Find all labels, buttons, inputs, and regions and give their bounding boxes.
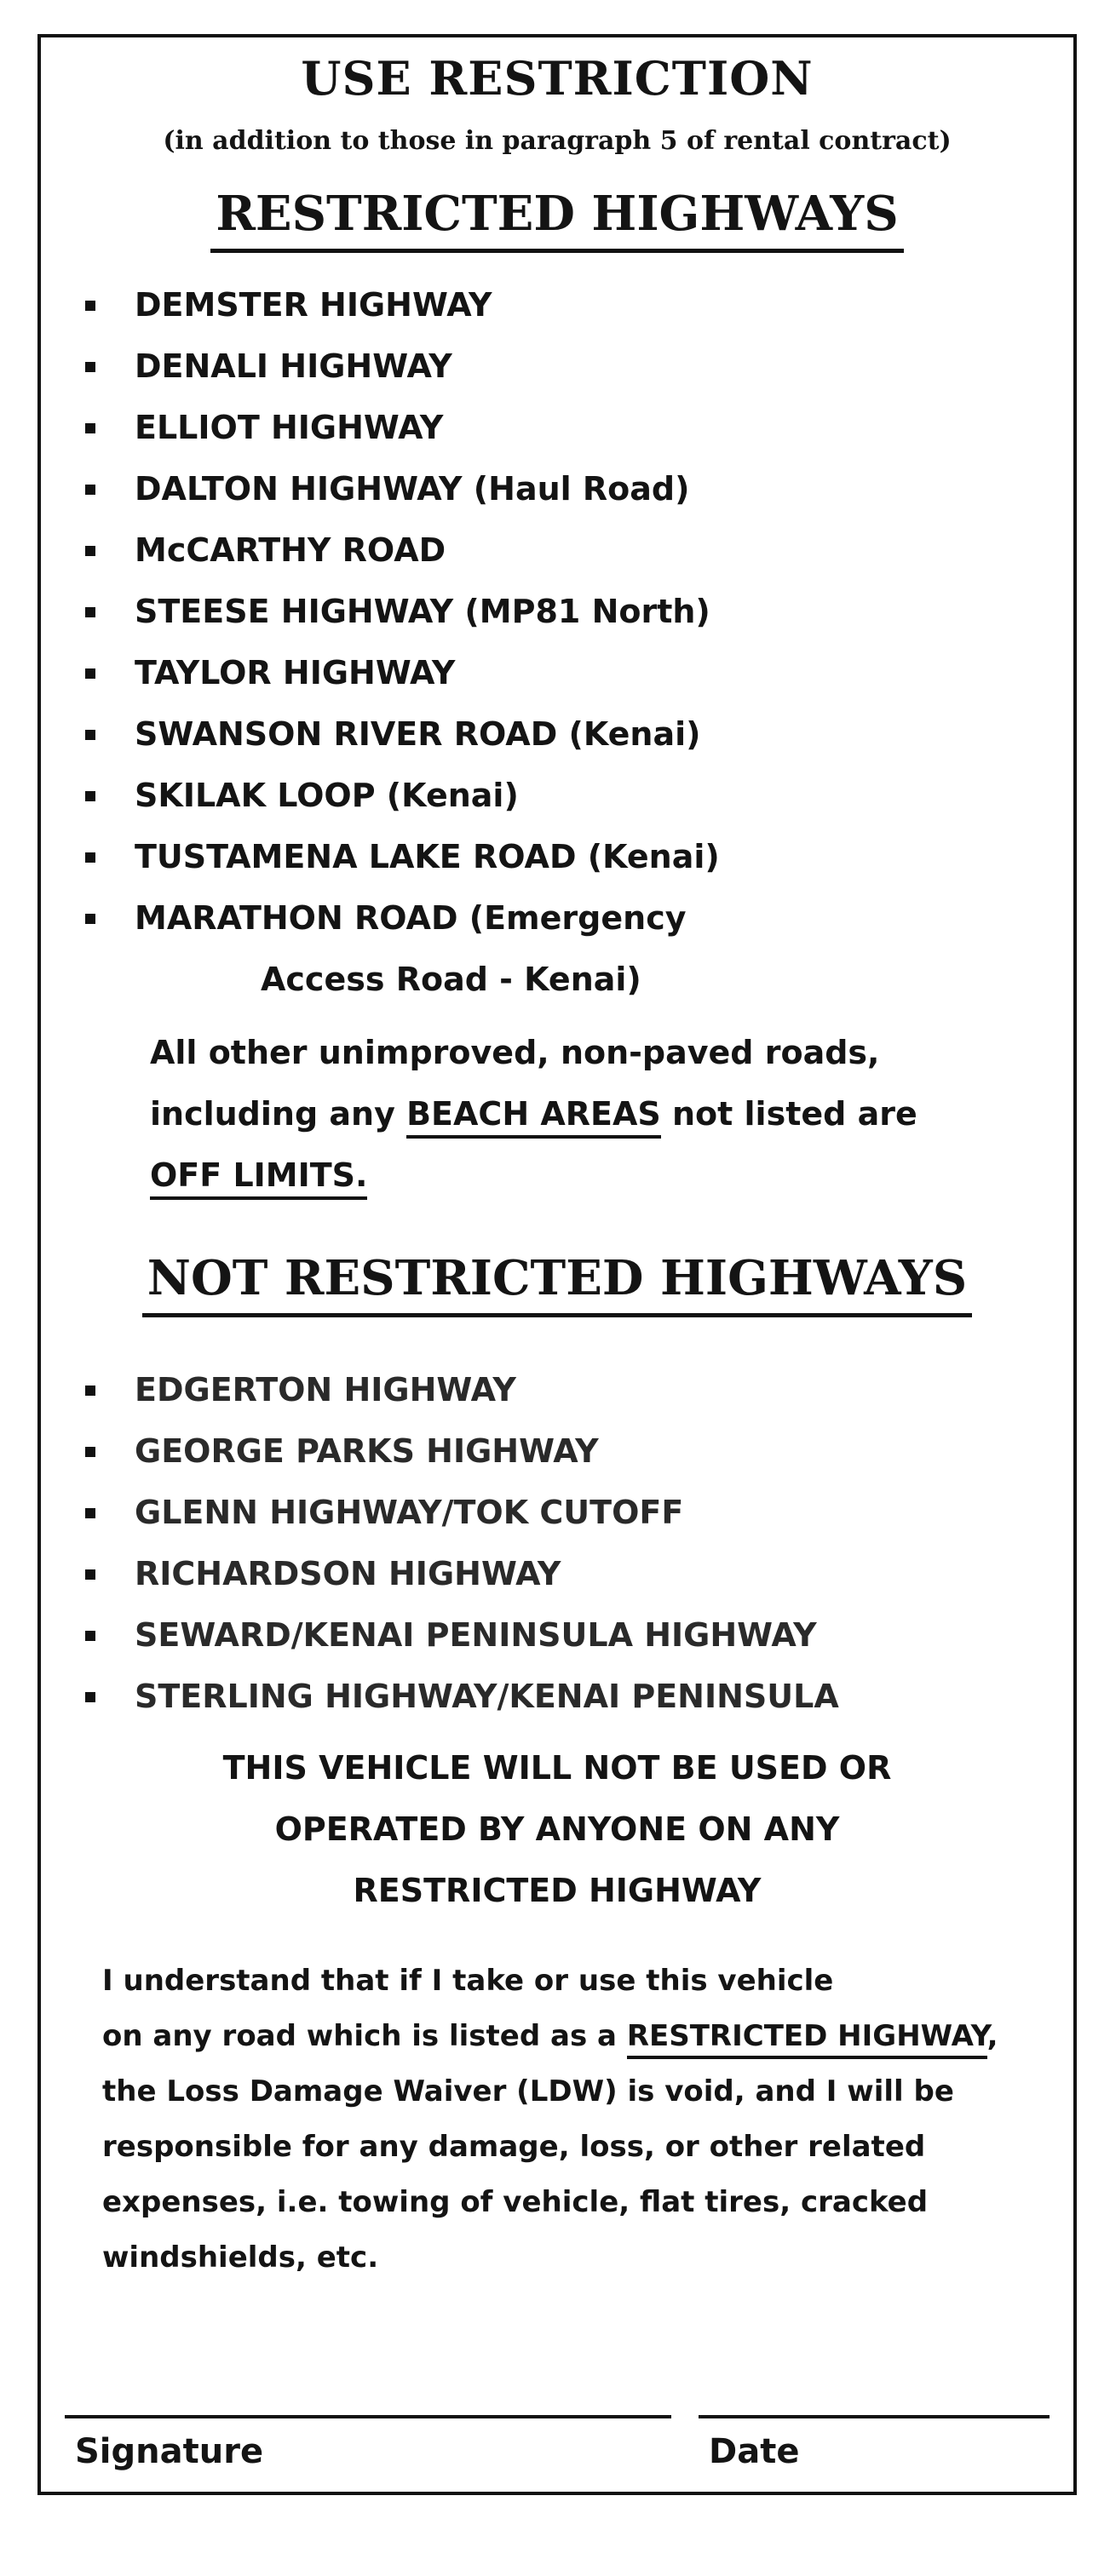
bullet-icon [85,607,95,617]
bullet-icon [85,730,95,740]
bullet-icon [85,668,95,679]
signature-line[interactable] [65,2415,671,2418]
bullet-icon [85,1631,95,1641]
restricted-item: MARATHON ROAD (Emergency Access Road - Kenai) [85,887,1039,1010]
not-restricted-item: EDGERTON HIGHWAY [85,1359,1039,1420]
restricted-item: TAYLOR HIGHWAY [85,642,1039,703]
bullet-icon [85,423,95,433]
bullet-icon [85,1692,95,1702]
restricted-item: STEESE HIGHWAY (MP81 North) [85,581,1039,642]
ldw-agreement: I understand that if I take or use this vehicle on any road which is listed as a RESTRICTED HIGHWAY, the Loss Damage Waiver (LDW) is void, and I will be responsible for any damage, loss, or other related expenses, i.e. towing of vehicle, flat tires, cracked windshields, etc. [102,1964,998,2275]
restricted-item: DEMSTER HIGHWAY [85,274,1039,336]
restricted-item: ELLIOT HIGHWAY [85,397,1039,458]
document-subtitle: (in addition to those in paragraph 5 of rental contract) [163,126,952,156]
restricted-item: DENALI HIGHWAY [85,336,1039,397]
bullet-icon [85,1386,95,1396]
bullet-icon [85,546,95,556]
not-restricted-item: GLENN HIGHWAY/TOK CUTOFF [85,1482,1039,1543]
signature-label: Signature [75,2432,264,2471]
date-label: Date [709,2432,800,2471]
restricted-item: SKILAK LOOP (Kenai) [85,765,1039,826]
document-title: USE RESTRICTION [301,51,814,106]
bullet-icon [85,1569,95,1580]
restricted-item: DALTON HIGHWAY (Haul Road) [85,458,1039,519]
restricted-heading-text: RESTRICTED HIGHWAYS [210,186,903,253]
bullet-icon [85,1447,95,1457]
not-restricted-item: SEWARD/KENAI PENINSULA HIGHWAY [85,1604,1039,1666]
off-limits-note: All other unimproved, non-paved roads, including any BEACH AREAS not listed are OFF LIMITS. [150,1022,1019,1206]
restricted-item: McCARTHY ROAD [85,519,1039,581]
not-restricted-heading-text: NOT RESTRICTED HIGHWAYS [142,1250,972,1317]
bullet-icon [85,1508,95,1518]
bullet-icon [85,914,95,924]
bullet-icon [85,791,95,801]
bullet-icon [85,362,95,372]
not-restricted-heading [37,1250,1077,1317]
beach-areas-text: BEACH AREAS [406,1095,661,1139]
restricted-list [85,274,1039,1010]
restricted-heading [37,186,1077,253]
restricted-item-continuation: Access Road - Kenai) [261,961,641,998]
not-restricted-item: GEORGE PARKS HIGHWAY [85,1420,1039,1482]
restricted-item: SWANSON RIVER ROAD (Kenai) [85,703,1039,765]
bullet-icon [85,852,95,863]
off-limits-text: OFF LIMITS. [150,1156,367,1200]
date-line[interactable] [699,2415,1050,2418]
bullet-icon [85,485,95,495]
not-restricted-list [85,1359,1039,1727]
not-restricted-item: STERLING HIGHWAY/KENAI PENINSULA [85,1666,1039,1727]
vehicle-warning: THIS VEHICLE WILL NOT BE USED OR OPERATED BY ANYONE ON ANY RESTRICTED HIGHWAY [222,1749,892,1909]
restricted-highway-text: RESTRICTED HIGHWAY [627,2019,987,2059]
restricted-item: TUSTAMENA LAKE ROAD (Kenai) [85,826,1039,887]
not-restricted-item: RICHARDSON HIGHWAY [85,1543,1039,1604]
bullet-icon [85,301,95,311]
